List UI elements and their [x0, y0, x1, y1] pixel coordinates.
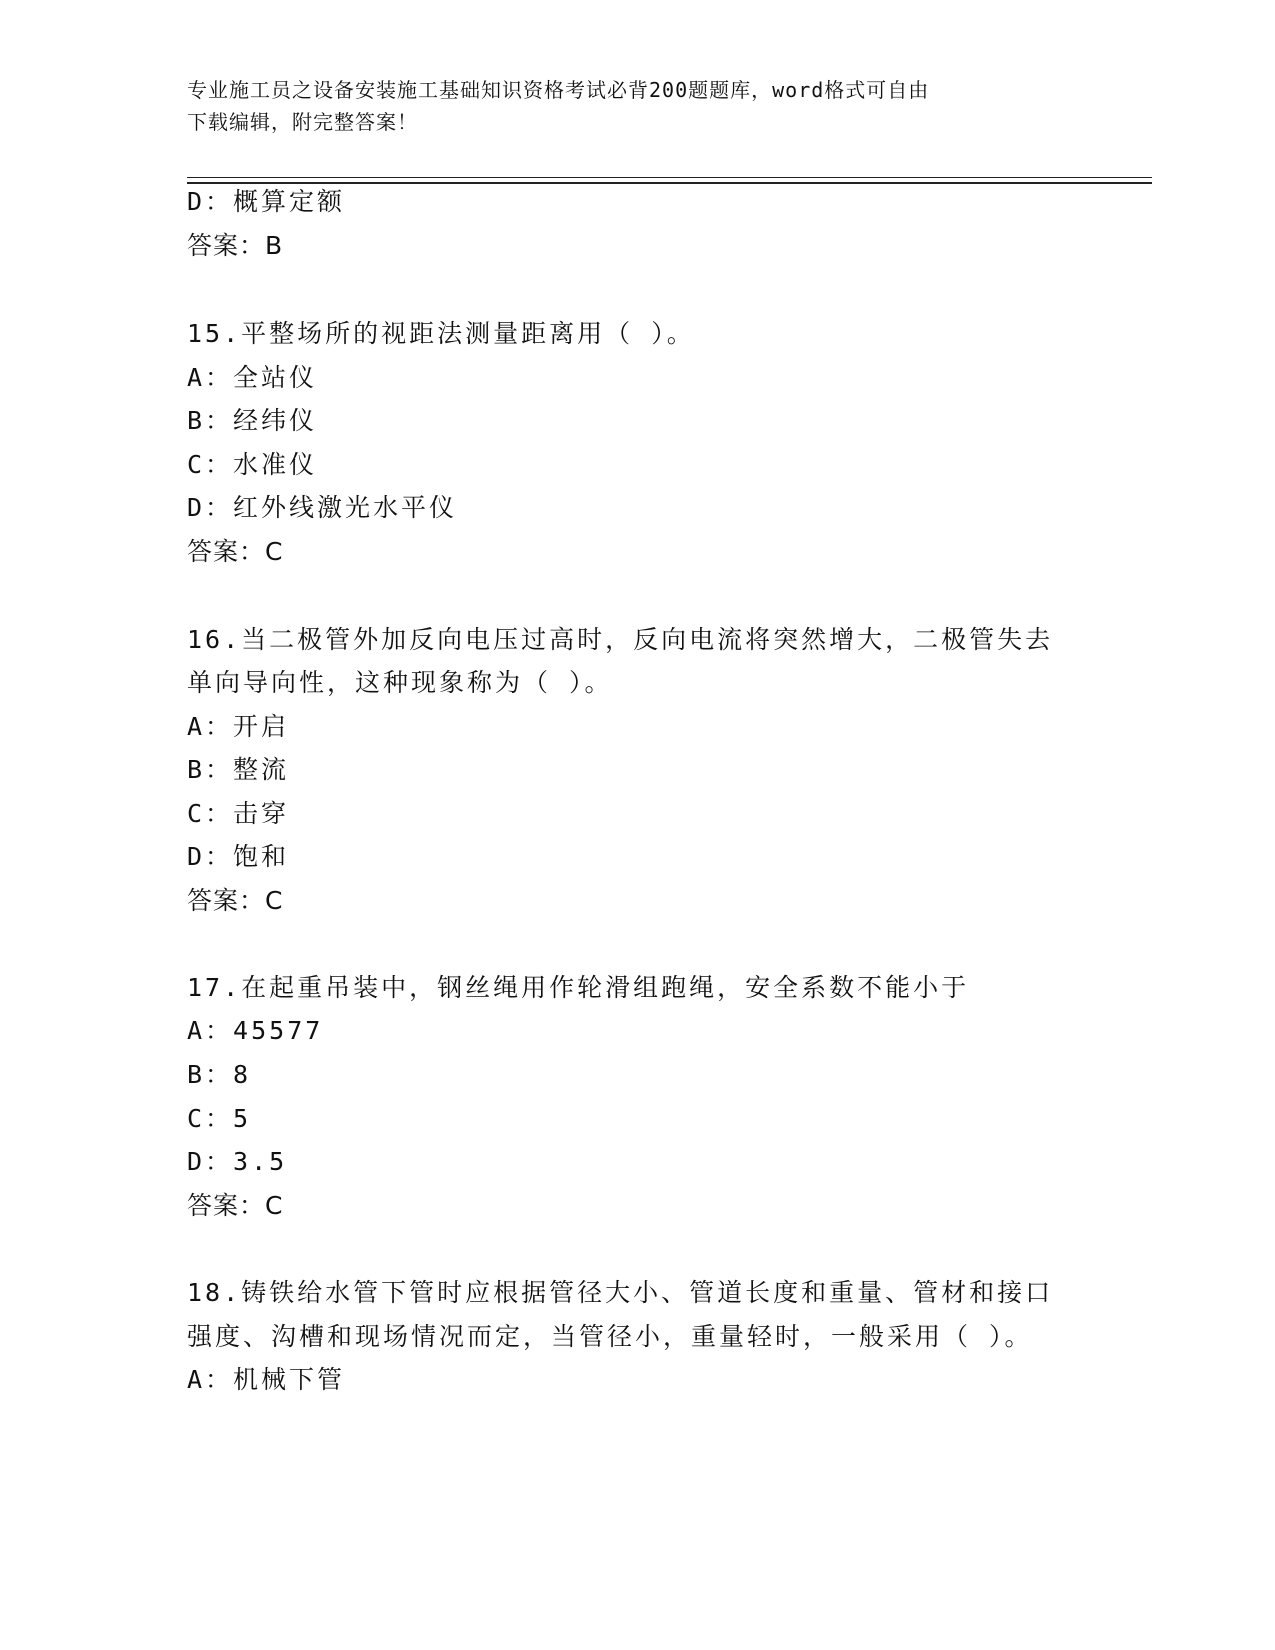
q15-stem: 15.平整场所的视距法测量距离用（ ）。 — [187, 319, 695, 348]
q15-option-b: B：经纬仪 — [187, 406, 318, 435]
q17-option-a: A：45577 — [187, 1016, 324, 1045]
q18-option-a: A：机械下管 — [187, 1365, 346, 1394]
q17-answer: 答案：C — [187, 1191, 284, 1220]
q17-option-c: C：5 — [187, 1104, 252, 1133]
q16-option-b: B：整流 — [187, 755, 290, 784]
header-line-2: 下载编辑，附完整答案！ — [187, 110, 418, 134]
q15-option-c: C：水准仪 — [187, 450, 318, 479]
q16-stem-line-2: 单向导向性，这种现象称为（ ）。 — [187, 668, 613, 697]
prev-option-d: D：概算定额 — [187, 187, 346, 216]
prev-answer: 答案：B — [187, 231, 284, 260]
q15-answer: 答案：C — [187, 537, 284, 566]
q16-option-c: C：击穿 — [187, 799, 290, 828]
q18-stem-line-2: 强度、沟槽和现场情况而定，当管径小，重量轻时，一般采用（ ）。 — [187, 1322, 1033, 1351]
q17-option-b: B：8 — [187, 1060, 252, 1089]
q16-answer: 答案：C — [187, 886, 284, 915]
header-line-1: 专业施工员之设备安装施工基础知识资格考试必背200题题库，word格式可自由 — [187, 78, 930, 102]
q17-stem: 17.在起重吊装中，钢丝绳用作轮滑组跑绳，安全系数不能小于 — [187, 973, 970, 1002]
header-divider-thick — [187, 182, 1152, 184]
q16-option-d: D：饱和 — [187, 842, 290, 871]
q16-option-a: A：开启 — [187, 712, 290, 741]
document-header — [187, 74, 1087, 138]
q17-option-d: D：3.5 — [187, 1147, 288, 1176]
header-divider-thin — [187, 177, 1152, 178]
q16-stem-line-1: 16.当二极管外加反向电压过高时，反向电流将突然增大，二极管失去 — [187, 625, 1054, 654]
q15-option-a: A：全站仪 — [187, 363, 318, 392]
q18-stem-line-1: 18.铸铁给水管下管时应根据管径大小、管道长度和重量、管材和接口 — [187, 1278, 1054, 1307]
q15-option-d: D：红外线激光水平仪 — [187, 493, 458, 522]
